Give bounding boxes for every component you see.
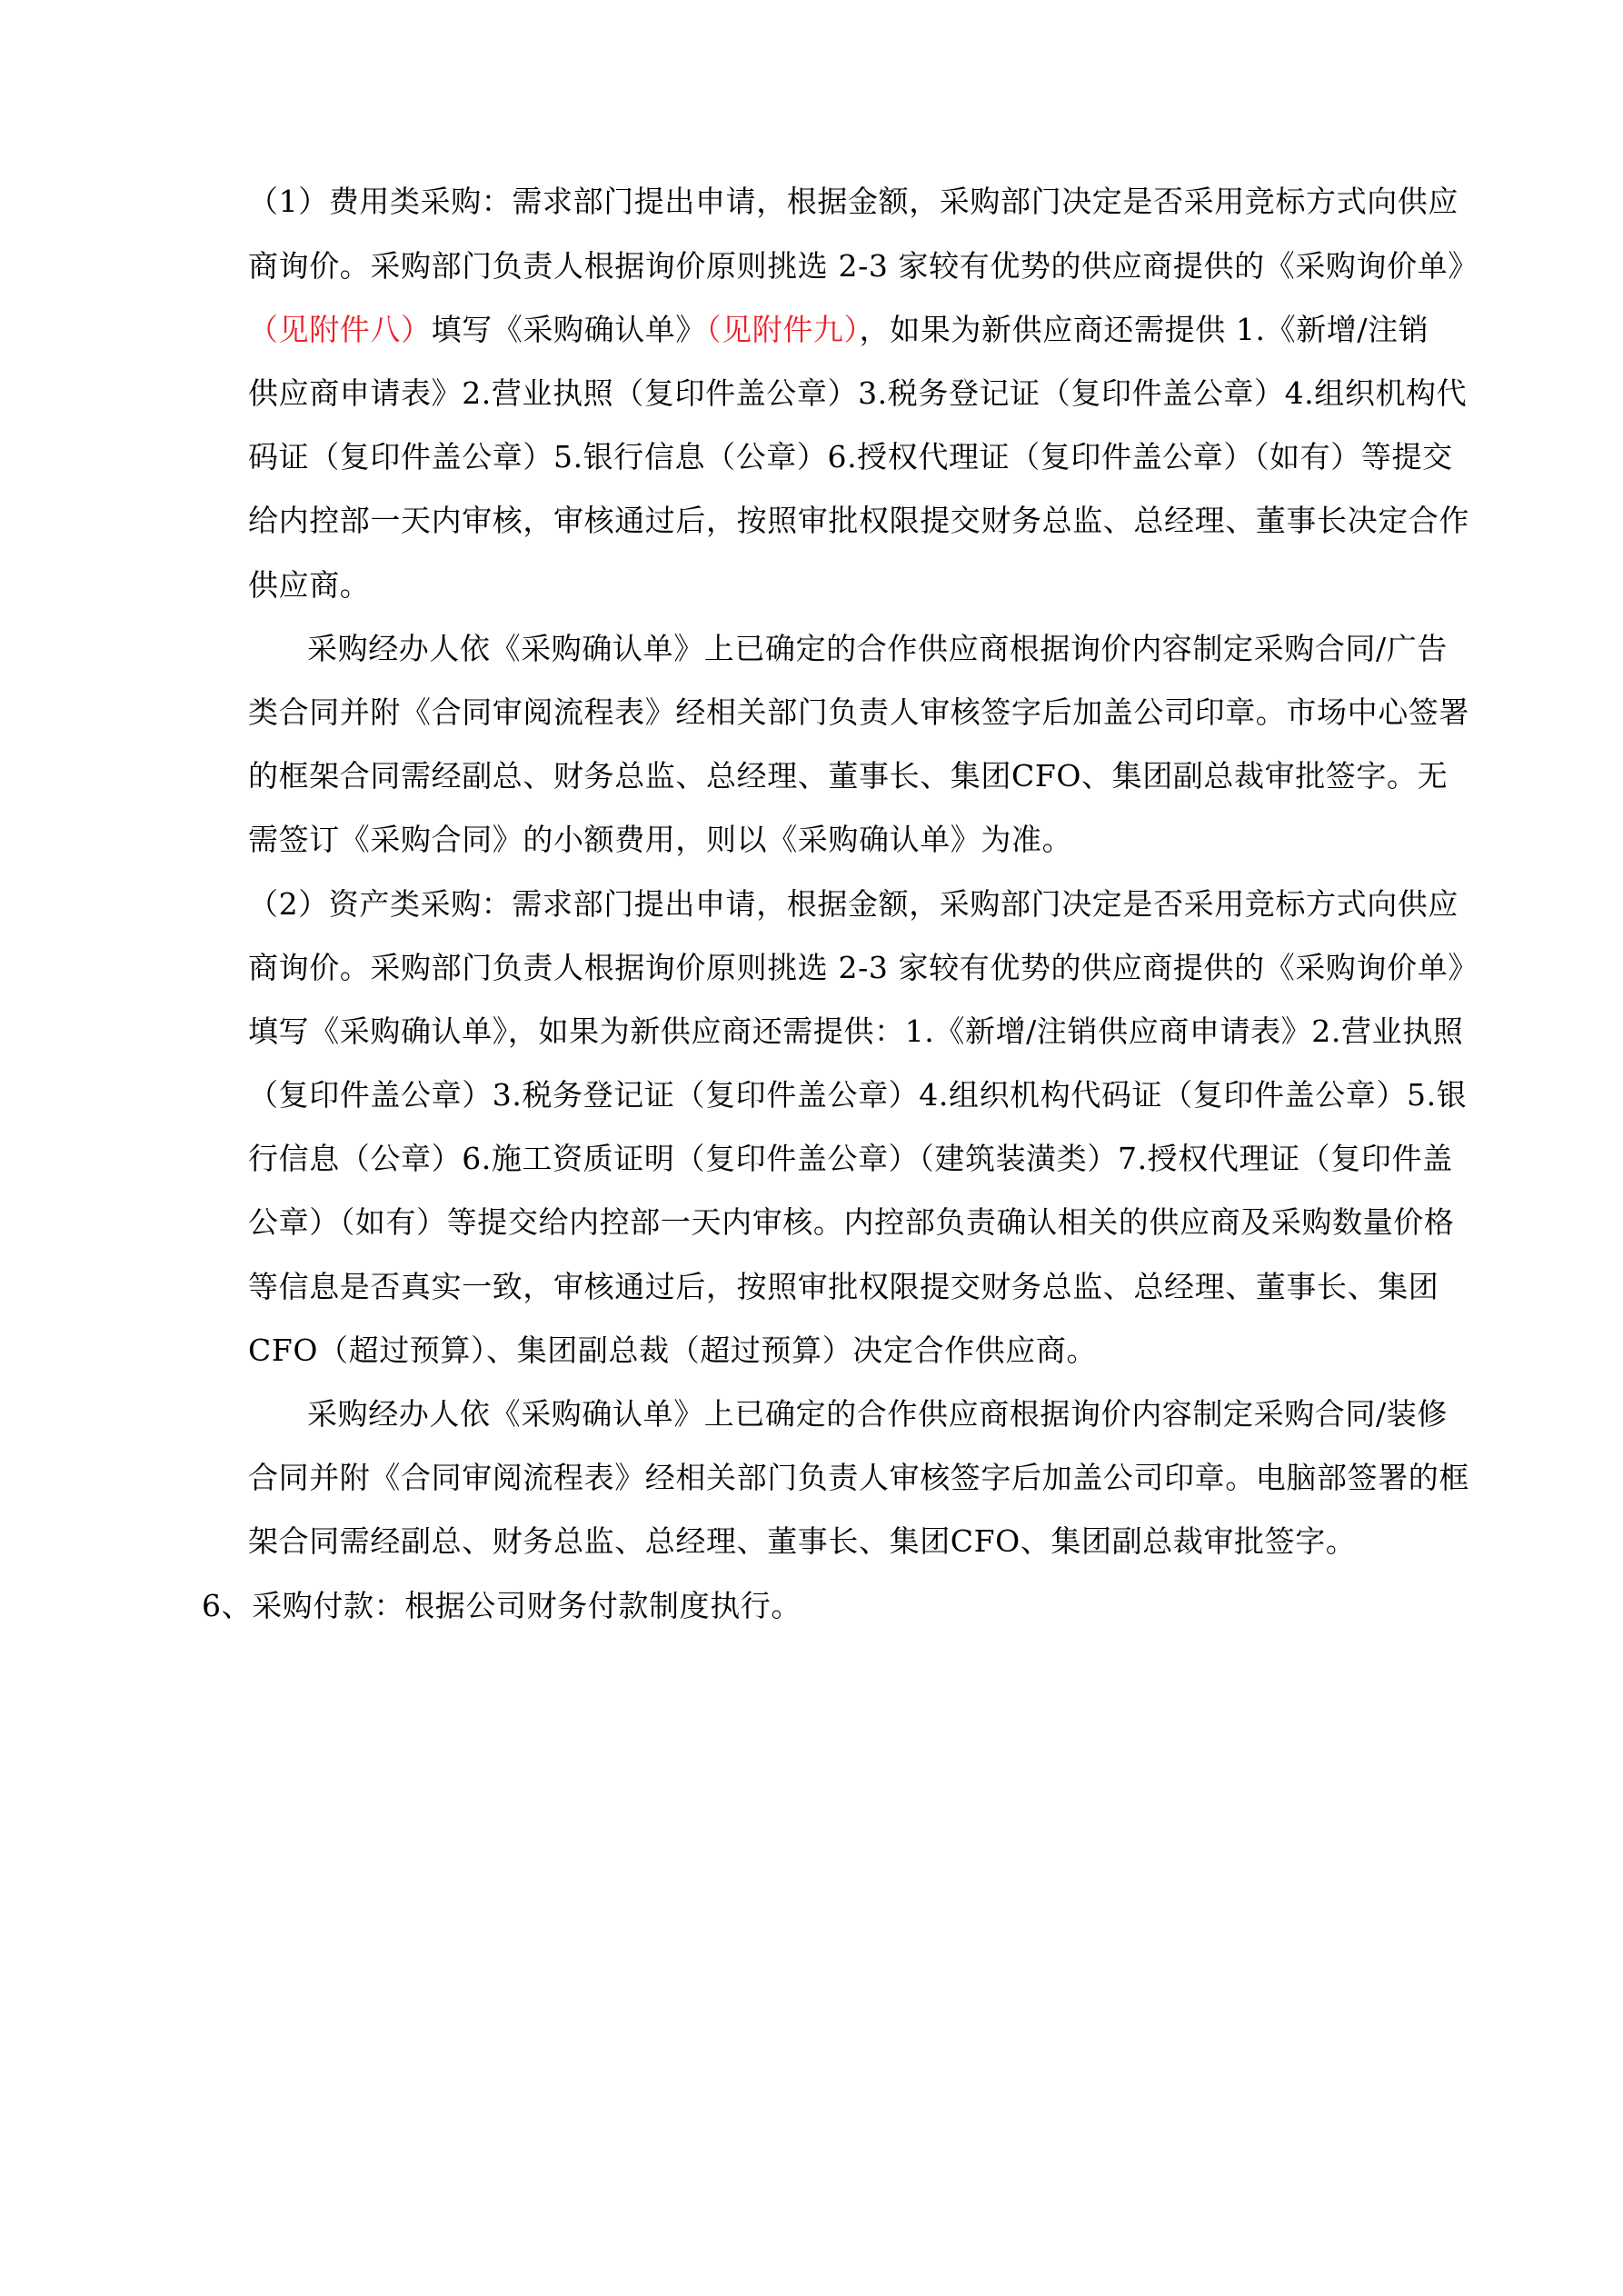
- paragraph-line: 商询价。采购部门负责人根据询价原则挑选 2-3 家较有优势的供应商提供的《采购询价单》: [248, 950, 1479, 985]
- appendix-reference: （见附件九）: [706, 312, 860, 347]
- paragraph-line: 供应商申请表》2.营业执照（复印件盖公章）3.税务登记证（复印件盖公章）4.组织机构代: [248, 375, 1468, 411]
- paragraph-line: 架合同需经副总、财务总监、总经理、董事长、集团CFO、集团副总裁审批签字。: [248, 1523, 1357, 1559]
- paragraph-line: 码证（复印件盖公章）5.银行信息（公章）6.授权代理证（复印件盖公章）（如有）等提交: [248, 439, 1453, 474]
- paragraph-line: [248, 312, 1429, 348]
- paragraph-line: 等信息是否真实一致，审核通过后，按照审批权限提交财务总监、总经理、董事长、集团: [248, 1269, 1439, 1304]
- paragraph-line: 采购经办人依《采购确认单》上已确定的合作供应商根据询价内容制定采购合同/广告: [307, 631, 1448, 666]
- paragraph-line: （2）资产类采购：需求部门提出申请，根据金额，采购部门决定是否采用竞标方式向供应: [248, 886, 1459, 922]
- appendix-reference: （见附件八）: [248, 312, 432, 347]
- inline-text: ，如果为新供应商还需提供 1.《新增/注销: [859, 312, 1429, 347]
- paragraph-line: 需签订《采购合同》的小额费用，则以《采购确认单》为准。: [248, 822, 1073, 857]
- paragraph-line: 行信息（公章）6.施工资质证明（复印件盖公章）（建筑装潢类）7.授权代理证（复印件盖: [248, 1141, 1453, 1176]
- paragraph-line: 给内控部一天内审核，审核通过后，按照审批权限提交财务总监、总经理、董事长决定合作: [248, 503, 1469, 538]
- paragraph-line: 合同并附《合同审阅流程表》经相关部门负责人审核签字后加盖公司印章。电脑部签署的框: [248, 1460, 1469, 1495]
- paragraph-line: CFO（超过预算）、集团副总裁（超过预算）决定合作供应商。: [248, 1333, 1098, 1368]
- item-6-heading: 6、采购付款：根据公司财务付款制度执行。: [202, 1588, 802, 1623]
- paragraph-line: （1）费用类采购：需求部门提出申请，根据金额，采购部门决定是否采用竞标方式向供应: [248, 184, 1459, 219]
- paragraph-line: 商询价。采购部门负责人根据询价原则挑选 2-3 家较有优势的供应商提供的《采购询价单》: [248, 248, 1479, 284]
- paragraph-line: 类合同并附《合同审阅流程表》经相关部门负责人审核签字后加盖公司印章。市场中心签署: [248, 694, 1469, 730]
- paragraph-line: 供应商。: [248, 567, 371, 603]
- paragraph-line: （复印件盖公章）3.税务登记证（复印件盖公章）4.组织机构代码证（复印件盖公章）5.银: [248, 1077, 1468, 1113]
- paragraph-line: 公章）（如有）等提交给内控部一天内审核。内控部负责确认相关的供应商及采购数量价格: [248, 1204, 1455, 1240]
- paragraph-line: 的框架合同需经副总、财务总监、总经理、董事长、集团CFO、集团副总裁审批签字。无: [248, 758, 1449, 794]
- paragraph-line: 填写《采购确认单》，如果为新供应商还需提供：1.《新增/注销供应商申请表》2.营业执照: [248, 1013, 1464, 1049]
- inline-text: 填写《采购确认单》: [431, 312, 707, 347]
- paragraph-line: 采购经办人依《采购确认单》上已确定的合作供应商根据询价内容制定采购合同/装修: [307, 1396, 1448, 1432]
